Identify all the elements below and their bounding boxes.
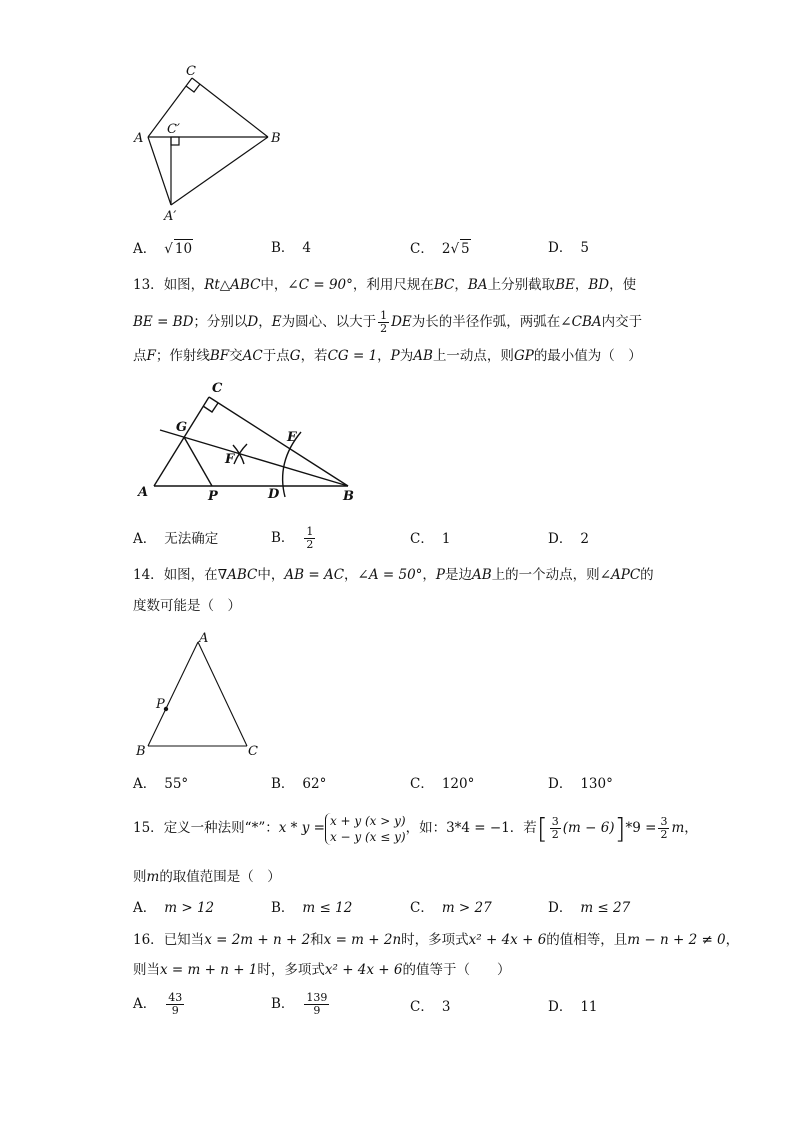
q14-text: 中， [257, 567, 285, 583]
fraction-numerator: 3 [551, 815, 559, 828]
q14-option-d[interactable] [548, 775, 613, 793]
q13-text: 中， [260, 277, 288, 293]
option-text: 120° [441, 776, 475, 792]
q13-text: 交 [229, 348, 243, 364]
q16-stem-line1 [133, 931, 739, 949]
q13-text: 的最小值为（ ） [533, 348, 642, 364]
q12-label-B: B [271, 131, 281, 146]
q13-math: CG = 1 [327, 348, 378, 364]
q16-option-a[interactable] [133, 992, 186, 1017]
option-key: B． [271, 900, 295, 916]
q16-options [133, 992, 733, 1026]
q16-text: 时，多项式 [257, 962, 325, 978]
option-sqrt-symbol: √ [450, 241, 460, 257]
q12-label-C: C [186, 64, 196, 79]
q14-label-B: B [136, 744, 146, 759]
q15-text: ，如：3*4 = −1．若 [405, 820, 537, 836]
q12-label-Aprime: A′ [164, 209, 177, 224]
q15-math: (m − 6) [562, 820, 615, 836]
option-key: A． [133, 776, 157, 792]
option-text: m > 12 [164, 900, 215, 916]
q14-text: 是边 [445, 567, 473, 583]
q13-label-D: D [268, 487, 280, 502]
q13-text: 内交于 [601, 314, 643, 330]
q13-math: BA [467, 277, 488, 293]
q14-label-A: A [199, 631, 209, 646]
q14-text: 的 [640, 567, 654, 583]
q13-label-C: C [212, 381, 223, 396]
q13-math: D [247, 314, 259, 330]
q16-math: x² + 4x + 6 [324, 962, 403, 978]
q16-text: 和 [310, 932, 324, 948]
option-text: 5 [580, 240, 589, 256]
q14-label-C: C [248, 744, 258, 759]
q13-math: ∠CBA [560, 314, 602, 330]
q13-text: ，若 [300, 348, 328, 364]
option-key: B． [271, 530, 295, 546]
q12-label-Cprime: C′ [167, 122, 180, 137]
q15-case-2: x − y (x ≤ y) [329, 829, 406, 844]
q13-text: ， [258, 314, 272, 330]
q13-text: ，使 [609, 277, 637, 293]
q14-option-b[interactable] [271, 775, 326, 793]
option-key: A． [133, 241, 157, 257]
q13-math: GP [513, 348, 534, 364]
option-text: 1 [441, 531, 451, 547]
q13-number: 13． [133, 277, 164, 293]
q13-label-E: E [287, 430, 297, 445]
q14-math: ∠APC [599, 567, 641, 583]
q13-text: 为长的半径作弧，两弧在 [411, 314, 561, 330]
q15-text: 则 [133, 869, 147, 885]
q13-math: AB [413, 348, 433, 364]
q15-fraction [550, 816, 561, 841]
q16-option-b[interactable] [271, 992, 331, 1017]
q13-math: DE [391, 314, 412, 330]
q16-text: 则当 [133, 962, 160, 978]
q15-option-a[interactable] [133, 899, 214, 917]
q16-number: 16． [133, 932, 164, 948]
q13-math: F [146, 348, 156, 364]
option-text: 11 [580, 999, 598, 1015]
option-key: B． [271, 996, 295, 1012]
q15-text: 定义一种法则“*”： [163, 820, 279, 836]
q13-text: ；作射线 [155, 348, 210, 364]
option-text: m ≤ 27 [580, 900, 631, 916]
option-fraction [304, 992, 329, 1017]
option-coef: 2 [441, 241, 451, 257]
q13-math: Rt△ABC [204, 277, 261, 293]
fraction-denominator: 9 [313, 1004, 321, 1017]
fraction-denominator: 2 [660, 828, 668, 841]
q15-bracket-left: [ [536, 811, 548, 845]
q16-text: 的值等于（ ） [402, 962, 511, 978]
option-key: B． [271, 776, 295, 792]
q16-text: 的值相等，且 [546, 932, 628, 948]
option-key: A． [133, 996, 157, 1012]
q13-math: G [289, 348, 301, 364]
q14-text: 上的一个动点，则 [491, 567, 600, 583]
q15-bracket-right: ] [614, 811, 626, 845]
q14-option-a[interactable] [133, 775, 188, 793]
q13-text: ， [574, 277, 589, 293]
q14-seg-AB [148, 642, 198, 746]
q15-math: x * y = [278, 820, 325, 836]
q13-math: BC [433, 277, 455, 293]
option-text: m ≤ 12 [302, 900, 353, 916]
q13-text: 上一动点，则 [432, 348, 514, 364]
q15-math: m [146, 869, 160, 885]
q13-text: 上分别截取 [487, 277, 556, 293]
fraction-denominator: 2 [380, 322, 388, 335]
option-text: 2 [580, 531, 589, 547]
q14-number: 14． [133, 567, 164, 583]
option-sqrt-radicand: 10 [174, 241, 193, 257]
q13-text: 为圆心、以大于 [281, 314, 377, 330]
q15-piecewise [325, 813, 406, 845]
q16-math: x = 2m + n + 2 [204, 932, 311, 948]
q13-text: 于点 [262, 348, 290, 364]
option-key: A． [133, 900, 157, 916]
q14-math: ∇ABC [217, 567, 258, 583]
q13-math: ∠C = 90° [287, 277, 353, 293]
q12-label-A: A [134, 131, 144, 146]
option-key: D． [548, 240, 573, 256]
q16-math: m − n + 2 ≠ 0 [627, 932, 726, 948]
option-key: C． [410, 776, 434, 792]
option-key: C． [410, 999, 434, 1015]
option-text: 4 [302, 240, 312, 256]
option-sqrt-symbol: √ [164, 241, 173, 257]
q14-options [133, 775, 733, 799]
q14-label-P: P [156, 697, 165, 712]
q14-option-c[interactable] [410, 775, 474, 793]
q15-case-1: x + y (x > y) [329, 813, 406, 828]
option-text: 无法确定 [164, 531, 219, 547]
q13-text: ， [377, 348, 391, 364]
option-sqrt-radicand: 5 [461, 241, 470, 257]
q16-option-d[interactable] [548, 998, 598, 1016]
option-key: D． [548, 531, 573, 547]
q16-math: x = m + n + 1 [160, 962, 258, 978]
option-key: D． [548, 900, 573, 916]
q13-text: 如图， [163, 277, 205, 293]
q15-stem-line1 [133, 810, 698, 846]
fraction-numerator: 3 [660, 815, 668, 828]
option-key: B． [271, 240, 295, 256]
option-text: 130° [580, 776, 613, 792]
q13-text: ，利用尺规在 [352, 277, 434, 293]
q14-math: AB = AC [284, 567, 345, 583]
option-text: m > 27 [441, 900, 492, 916]
q15-option-d[interactable] [548, 899, 630, 917]
q14-math: AB [472, 567, 492, 583]
q13-label-F: F [225, 452, 235, 467]
q13-label-B: B [343, 489, 354, 504]
option-key: A． [133, 531, 157, 547]
q13-math: E [271, 314, 282, 330]
q15-text: *9 = [625, 820, 657, 836]
q15-fraction [658, 816, 669, 841]
q13-math: AC [242, 348, 263, 364]
fraction-numerator: 43 [168, 991, 183, 1004]
option-key: C． [410, 900, 434, 916]
option-fraction [166, 992, 184, 1017]
q16-text: 时，多项式 [401, 932, 469, 948]
option-key: C． [410, 531, 434, 547]
option-key: D． [548, 776, 573, 792]
option-text: 62° [302, 776, 327, 792]
q15-number: 15． [133, 820, 164, 836]
q15-text: 的取值范围是（ ） [159, 869, 281, 885]
q15-math: m [671, 820, 685, 836]
q16-math: x = m + 2n [323, 932, 402, 948]
q16-text: ， [725, 932, 740, 948]
option-text: 55° [164, 776, 189, 792]
q14-math: ∠A = 50° [357, 567, 423, 583]
q16-math: x² + 4x + 6 [468, 932, 547, 948]
q16-option-c[interactable] [410, 998, 450, 1016]
q16-stem-line2 [133, 961, 511, 979]
q13-text: ；分别以 [193, 314, 248, 330]
fraction-numerator: 139 [306, 991, 328, 1004]
q14-text: ， [344, 567, 358, 583]
q13-label-A: A [138, 485, 149, 500]
q15-option-c[interactable] [410, 899, 492, 917]
q14-text: 如图，在 [163, 567, 218, 583]
q14-text: ， [422, 567, 436, 583]
q14-math: P [435, 567, 446, 583]
fraction-denominator: 9 [171, 1004, 179, 1017]
q13-text: ， [454, 277, 468, 293]
q13-math: BE = BD [133, 314, 194, 330]
q15-options [133, 899, 733, 923]
option-text: 3 [441, 999, 451, 1015]
fraction-numerator: 1 [306, 525, 314, 538]
q15-text: ， [684, 820, 698, 836]
q15-stem-line2 [133, 868, 281, 886]
q16-text: 已知当 [163, 932, 205, 948]
option-key: D． [548, 999, 573, 1015]
q13-label-G: G [176, 420, 188, 435]
q13-math: BE [555, 277, 575, 293]
q14-seg-AC [198, 642, 247, 746]
q15-option-b[interactable] [271, 899, 352, 917]
q13-math: P [390, 348, 400, 364]
q13-math: BD [588, 277, 610, 293]
option-key: C． [410, 241, 434, 257]
fraction-denominator: 2 [306, 538, 314, 551]
q13-text: 点 [133, 348, 147, 364]
q14-text: 度数可能是（ ） [133, 598, 241, 614]
q13-math: BF [209, 348, 230, 364]
q13-text: 为 [399, 348, 414, 364]
q13-label-P: P [208, 489, 218, 504]
fraction-numerator: 1 [380, 309, 388, 322]
fraction-denominator: 2 [551, 828, 559, 841]
